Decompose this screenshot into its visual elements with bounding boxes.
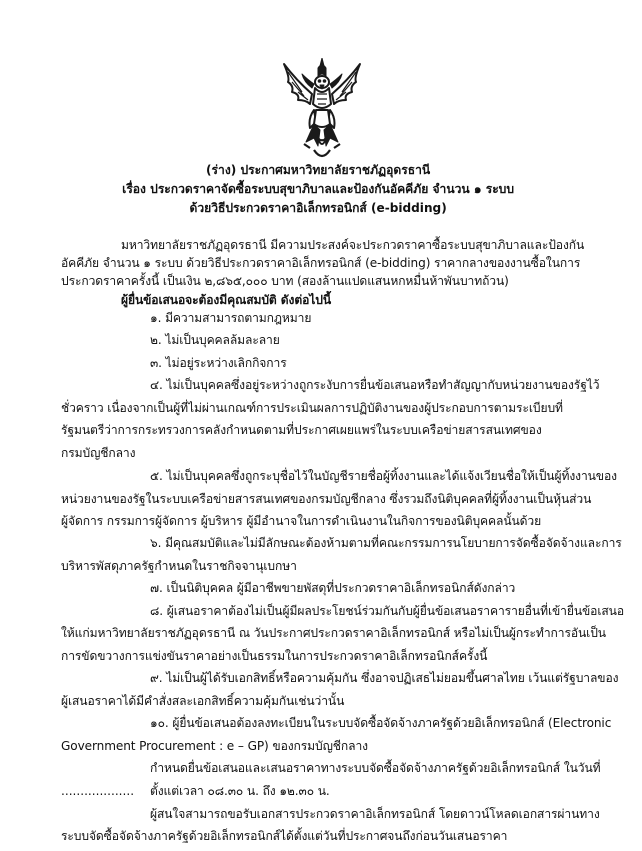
closing-line-1: ผู้สนใจสามารถขอรับเอกสารประกวดราคาอิเล็กทรอนิกส์ โดยดาวน์โหลดเอกสารผ่านทาง — [150, 807, 600, 821]
item-8-line-1: ๘. ผู้เสนอราคาต้องไม่เป็นผู้มีผลประโยชน์ร่วมกันกับผู้ยื่นข้อเสนอราคารายอื่นที่เข้ายื่นข้อเสนอ — [150, 604, 624, 618]
closing-line-2: ระบบจัดซื้อจัดจ้างภาครัฐด้วยอิเล็กทรอนิกส์ได้ตั้งแต่วันที่ประกาศจนถึงก่อนวันเสนอราคา — [61, 829, 508, 843]
item-5-line-3: ผู้จัดการ กรรมการผู้จัดการ ผู้บริหาร ผู้มีอำนาจในการดำเนินงานในกิจการของนิติบุคคลนั้นด้วย — [61, 514, 542, 528]
item-10-line-1: ๑๐. ผู้ยื่นข้อเสนอต้องลงทะเบียนในระบบจัดซื้อจัดจ้างภาครัฐด้วยอิเล็กทรอนิกส์ (Electronic — [150, 716, 612, 730]
schedule-line-1: กำหนดยื่นข้อเสนอและเสนอราคาทางระบบจัดซื้อจัดจ้างภาครัฐด้วยอิเล็กทรอนิกส์ ในวันที่ — [150, 761, 601, 775]
intro-line-2: อัคคีภัย จำนวน ๑ ระบบ ด้วยวิธีประกวดราคาอิเล็กทรอนิกส์ (e-bidding) ราคากลางของงานซื้อในการ — [61, 256, 581, 270]
item-9-line-1: ๙. ไม่เป็นผู้ได้รับเอกสิทธิ์หรือความคุ้มกัน ซึ่งอาจปฏิเสธไม่ยอมขึ้นศาลไทย เว้นแต่รัฐบาลของ — [150, 671, 619, 685]
intro-line-1: มหาวิทยาลัยราชภัฏอุดรธานี มีความประสงค์จะประกวดราคาซื้อระบบสุขาภิบาลและป้องกัน — [121, 238, 585, 252]
item-10-line-2: Government Procurement : e – GP) ของกรมบัญชีกลาง — [61, 739, 368, 753]
item-4-line-4: กรมบัญชีกลาง — [61, 446, 136, 460]
schedule-time: ตั้งแต่เวลา ๐๘.๓๐ น. ถึง ๑๒.๓๐ น. — [150, 784, 330, 798]
date-blank: ................... — [61, 784, 135, 798]
item-4-line-3: รัฐมนตรีว่าการกระทรวงการคลังกำหนดตามที่ประกาศเผยแพร่ในระบบเครือข่ายสารสนเทศของ — [61, 423, 542, 437]
announcement-subject: เรื่อง ประกวดราคาจัดซื้อระบบสุขาภิบาลและป้องกันอัคคีภัย จำนวน ๑ ระบบ — [122, 182, 515, 196]
item-4-line-2: ชั่วคราว เนื่องจากเป็นผู้ที่ไม่ผ่านเกณฑ์การประเมินผลการปฏิบัติงานของผู้ประกอบการตามระเบียบที่ — [61, 401, 563, 415]
item-5-line-2: หน่วยงานของรัฐในระบบเครือข่ายสารสนเทศของกรมบัญชีกลาง ซึ่งรวมถึงนิติบุคคลที่ผู้ทิ้งงานเป็นหุ้นส่วน — [61, 492, 592, 506]
qualification-heading: ผู้ยื่นข้อเสนอจะต้องมีคุณสมบัติ ดังต่อไปนี้ — [121, 293, 331, 307]
item-2: ๒. ไม่เป็นบุคคลล้มละลาย — [150, 333, 280, 347]
item-9-line-2: ผู้เสนอราคาได้มีคำสั่งสละเอกสิทธิ์ความคุ้มกันเช่นว่านั้น — [61, 694, 345, 708]
item-5-line-1: ๕. ไม่เป็นบุคคลซึ่งถูกระบุชื่อไว้ในบัญชีรายชื่อผู้ทิ้งงานและได้แจ้งเวียนชื่อให้เป็นผู้ทิ้งงานของ — [150, 469, 617, 483]
item-1: ๑. มีความสามารถตามกฎหมาย — [150, 311, 312, 325]
item-8-line-2: ให้แก่มหาวิทยาลัยราชภัฏอุดรธานี ณ วันประกาศประกวดราคาอิเล็กทรอนิกส์ หรือไม่เป็นผู้กระทำการอันเป็น — [61, 626, 606, 640]
item-7: ๗. เป็นนิติบุคคล ผู้มีอาชีพขายพัสดุที่ประกวดราคาอิเล็กทรอนิกส์ดังกล่าว — [150, 581, 516, 595]
item-8-line-3: การขัดขวางการแข่งขันราคาอย่างเป็นธรรมในการประกวดราคาอิเล็กทรอนิกส์ครั้งนี้ — [61, 649, 488, 663]
announcement-title: (ร่าง) ประกาศมหาวิทยาลัยราชภัฏอุดรธานี — [206, 163, 431, 177]
item-6-line-1: ๖. มีคุณสมบัติและไม่มีลักษณะต้องห้ามตามที่คณะกรรมการนโยบายการจัดซื้อจัดจ้างและการ — [150, 536, 622, 550]
item-3: ๓. ไม่อยู่ระหว่างเลิกกิจการ — [150, 356, 287, 370]
item-6-line-2: บริหารพัสดุภาครัฐกำหนดในราชกิจจานุเบกษา — [61, 559, 297, 573]
intro-line-3: ประกวดราคาครั้งนี้ เป็นเงิน ๒,๘๖๕,๐๐๐ บาท (สองล้านแปดแสนหกหมื่นห้าพันบาทถ้วน) — [61, 274, 509, 288]
garuda-emblem-icon — [276, 58, 368, 162]
item-4-line-1: ๔. ไม่เป็นบุคคลซึ่งอยู่ระหว่างถูกระงับการยื่นข้อเสนอหรือทำสัญญากับหน่วยงานของรัฐไว้ — [150, 378, 600, 392]
announcement-method: ด้วยวิธีประกวดราคาอิเล็กทรอนิกส์ (e-bidding) — [189, 201, 447, 215]
